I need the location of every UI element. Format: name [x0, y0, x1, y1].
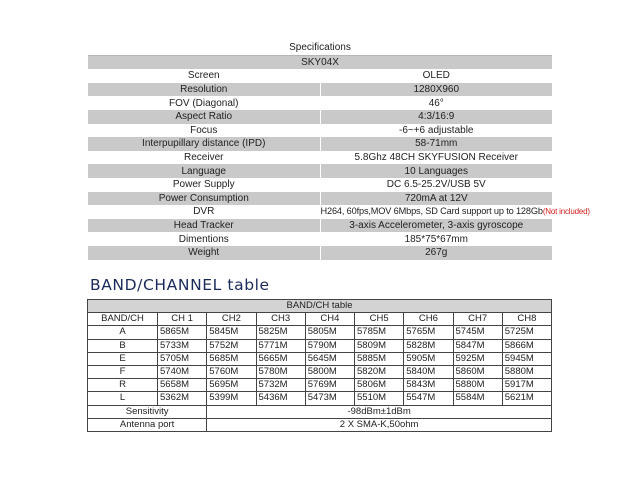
spec-row — [88, 246, 552, 260]
spec-label: DVR — [88, 205, 320, 219]
spec-title: Specifications — [88, 41, 552, 55]
band-frequency: 5771M — [256, 339, 305, 352]
spec-row — [88, 219, 552, 233]
band-frequency: 5840M — [404, 365, 453, 378]
band-header-row — [88, 313, 552, 326]
band-frequency: 5760M — [207, 365, 256, 378]
band-frequency: 5740M — [158, 365, 207, 378]
spec-value: 185*75*67mm — [404, 233, 468, 245]
spec-value: 1280X960 — [320, 83, 552, 97]
spec-label: Weight — [88, 246, 320, 260]
spec-value: 10 Languages — [320, 164, 552, 178]
band-frequency: 5436M — [256, 392, 305, 405]
band-header-cell: CH2 — [207, 313, 256, 326]
antenna-value: 2 X SMA-K,50ohm — [207, 418, 552, 431]
band-frequency: 5860M — [453, 365, 502, 378]
band-frequency: 5769M — [305, 379, 354, 392]
band-frequency: 5733M — [158, 339, 207, 352]
band-row — [88, 352, 552, 365]
band-frequency: 5745M — [453, 326, 502, 339]
band-frequency: 5695M — [207, 379, 256, 392]
spec-label: Interpupillary distance (IPD) — [88, 137, 320, 151]
spec-row — [88, 137, 552, 151]
band-row — [88, 392, 552, 405]
band-frequency: 5805M — [305, 326, 354, 339]
band-row — [88, 379, 552, 392]
band-channel-body — [88, 300, 552, 432]
antenna-label: Antenna port — [88, 418, 207, 431]
sensitivity-value: -98dBm±1dBm — [207, 405, 552, 418]
spec-value: 267g — [320, 246, 552, 260]
band-header-cell: CH5 — [355, 313, 404, 326]
band-frequency: 5809M — [355, 339, 404, 352]
band-frequency: 5825M — [256, 326, 305, 339]
band-header-cell: CH4 — [305, 313, 354, 326]
band-frequency: 5880M — [453, 379, 502, 392]
band-name: B — [88, 339, 158, 352]
spec-label: Focus — [88, 124, 320, 138]
spec-label: Screen — [88, 69, 320, 83]
spec-row — [88, 83, 552, 97]
spec-row — [88, 124, 552, 138]
band-row — [88, 339, 552, 352]
band-frequency: 5732M — [256, 379, 305, 392]
band-name: F — [88, 365, 158, 378]
spec-label: Receiver — [88, 151, 320, 165]
band-frequency: 5473M — [305, 392, 354, 405]
band-name: R — [88, 379, 158, 392]
spec-row — [88, 96, 552, 110]
band-row — [88, 326, 552, 339]
spec-row — [88, 232, 552, 246]
band-frequency: 5765M — [404, 326, 453, 339]
spec-label: Language — [88, 164, 320, 178]
band-frequency: 5685M — [207, 352, 256, 365]
band-header-cell: CH 1 — [158, 313, 207, 326]
spec-label: Power Consumption — [88, 192, 320, 206]
band-channel-title: BAND/CHANNEL table — [90, 276, 270, 294]
band-name: L — [88, 392, 158, 405]
spec-label: Aspect Ratio — [88, 110, 320, 124]
band-frequency: 5843M — [404, 379, 453, 392]
spec-note: (Not included) — [542, 207, 590, 217]
spec-label: Head Tracker — [88, 219, 320, 233]
spec-label: FOV (Diagonal) — [88, 96, 320, 110]
band-header-cell: CH7 — [453, 313, 502, 326]
spec-label: Dimentions — [88, 232, 320, 246]
band-frequency: 5865M — [158, 326, 207, 339]
spec-row — [88, 192, 552, 206]
band-header-cell: CH6 — [404, 313, 453, 326]
spec-row — [88, 69, 552, 83]
band-frequency: 5866M — [502, 339, 551, 352]
spec-value-text: H264, 60fps,MOV 6Mbps, SD Card support up to 128Gb — [320, 206, 543, 217]
spec-value: 46° — [428, 97, 444, 109]
band-frequency: 5847M — [453, 339, 502, 352]
specifications-body — [88, 41, 590, 260]
spec-title-row — [88, 41, 552, 55]
band-channel-table — [87, 299, 552, 432]
spec-model-row — [88, 55, 552, 69]
spec-value — [320, 205, 590, 219]
band-frequency: 5905M — [404, 352, 453, 365]
band-frequency: 5725M — [502, 326, 551, 339]
spec-value: DC 6.5-25.2V/USB 5V — [386, 179, 486, 191]
spec-model: SKY04X — [88, 55, 552, 69]
band-frequency: 5645M — [305, 352, 354, 365]
spec-value: 720mA at 12V — [320, 192, 552, 206]
spec-row — [88, 178, 552, 192]
band-frequency: 5790M — [305, 339, 354, 352]
band-frequency: 5806M — [355, 379, 404, 392]
band-row — [88, 365, 552, 378]
band-header-cell: CH3 — [256, 313, 305, 326]
spec-value: OLED — [422, 70, 450, 82]
band-frequency: 5925M — [453, 352, 502, 365]
band-frequency: 5780M — [256, 365, 305, 378]
sensitivity-label: Sensitivity — [88, 405, 207, 418]
band-frequency: 5705M — [158, 352, 207, 365]
band-frequency: 5917M — [502, 379, 551, 392]
band-frequency: 5665M — [256, 352, 305, 365]
spec-value: -6~+6 adjustable — [398, 124, 474, 136]
band-frequency: 5785M — [355, 326, 404, 339]
band-header-cell: CH8 — [502, 313, 551, 326]
band-frequency: 5658M — [158, 379, 207, 392]
band-frequency: 5845M — [207, 326, 256, 339]
specifications-table — [88, 41, 590, 260]
band-frequency: 5621M — [502, 392, 551, 405]
spec-label: Resolution — [88, 83, 320, 97]
spec-value: 58-71mm — [320, 137, 552, 151]
band-frequency: 5362M — [158, 392, 207, 405]
band-frequency: 5584M — [453, 392, 502, 405]
spec-row — [88, 151, 552, 165]
band-frequency: 5510M — [355, 392, 404, 405]
spec-value: 5.8Ghz 48CH SKYFUSION Receiver — [354, 152, 518, 164]
band-frequency: 5828M — [404, 339, 453, 352]
band-header-cell: BAND/CH — [88, 313, 158, 326]
sensitivity-row — [88, 405, 552, 418]
spec-row — [88, 205, 552, 219]
band-frequency: 5800M — [305, 365, 354, 378]
band-caption-row — [88, 300, 552, 313]
band-frequency: 5547M — [404, 392, 453, 405]
band-name: E — [88, 352, 158, 365]
spec-value: 4:3/16:9 — [320, 110, 552, 124]
band-frequency: 5945M — [502, 352, 551, 365]
band-frequency: 5399M — [207, 392, 256, 405]
band-frequency: 5880M — [502, 365, 551, 378]
antenna-row — [88, 418, 552, 431]
band-frequency: 5820M — [355, 365, 404, 378]
spec-row — [88, 110, 552, 124]
band-frequency: 5885M — [355, 352, 404, 365]
band-name: A — [88, 326, 158, 339]
spec-value: 3-axis Accelerometer, 3-axis gyroscope — [320, 219, 552, 233]
spec-row — [88, 164, 552, 178]
band-caption: BAND/CH table — [88, 300, 552, 313]
band-frequency: 5752M — [207, 339, 256, 352]
spec-label: Power Supply — [88, 178, 320, 192]
